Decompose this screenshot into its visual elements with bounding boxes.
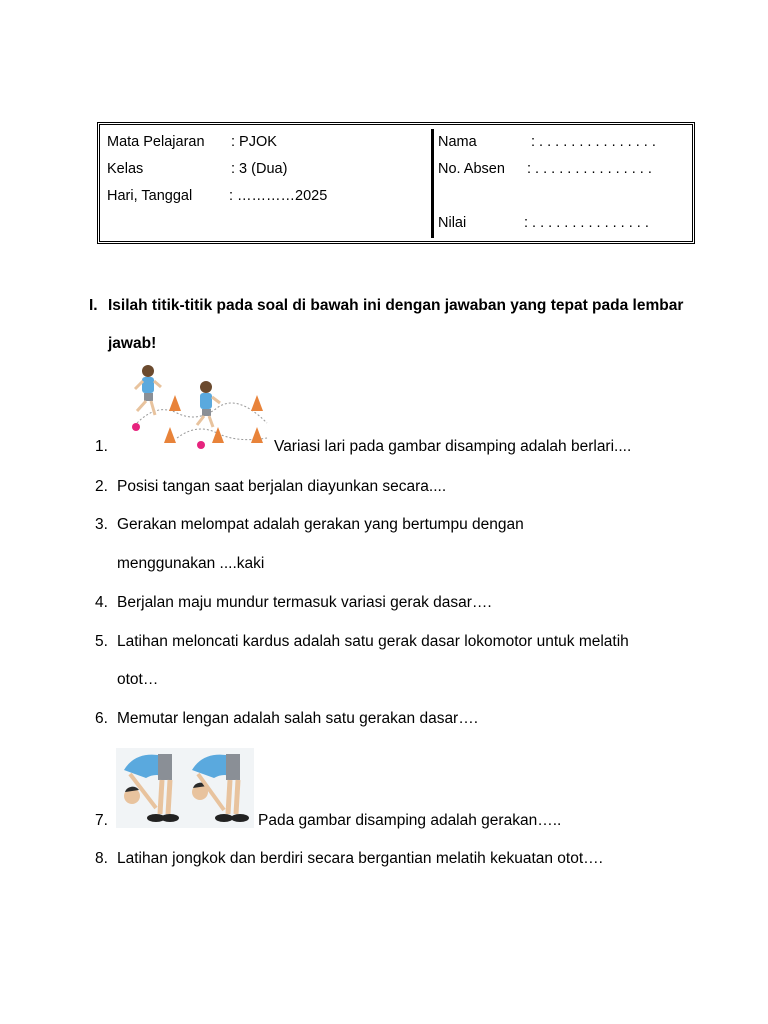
date-label: Hari, Tanggal — [107, 188, 193, 204]
absen-label: No. Absen — [438, 161, 505, 177]
zigzag-run-figure — [117, 363, 271, 455]
class-label: Kelas — [107, 161, 144, 177]
table-divider — [431, 129, 434, 238]
question-number: 5. — [95, 633, 108, 650]
score-field[interactable]: : . . . . . . . . . . . . . . . — [524, 215, 649, 231]
question-text: Variasi lari pada gambar disamping adalah berlari.... — [274, 438, 632, 455]
question-text: Memutar lengan adalah salah satu gerakan dasar…. — [117, 710, 479, 727]
forward-bend-figure — [116, 748, 254, 828]
question-number: 6. — [95, 710, 108, 727]
question-text-continued: menggunakan ....kaki — [117, 555, 265, 572]
question-text: Berjalan maju mundur termasuk variasi gerak dasar…. — [117, 594, 492, 611]
forward-bend-illustration — [116, 748, 254, 828]
instruction-text: Isilah titik-titik pada soal di bawah ini dengan jawaban yang tepat pada lembar jawab! — [108, 297, 684, 352]
question-text: Gerakan melompat adalah gerakan yang bertumpu dengan — [117, 516, 524, 533]
subject-value: : PJOK — [231, 134, 277, 150]
question-text-continued: otot… — [117, 671, 159, 688]
score-label: Nilai — [438, 215, 467, 231]
question-number: 8. — [95, 850, 108, 867]
question-text: Latihan jongkok dan berdiri secara bergantian melatih kekuatan otot…. — [117, 850, 603, 867]
question-number: 3. — [95, 516, 108, 533]
subject-label: Mata Pelajaran — [107, 134, 205, 150]
question-text: Pada gambar disamping adalah gerakan….. — [258, 812, 562, 829]
question-number: 1. — [95, 438, 108, 455]
identity-table — [97, 122, 695, 244]
name-field[interactable]: : . . . . . . . . . . . . . . . — [531, 134, 656, 150]
date-value: : …………2025 — [229, 188, 328, 204]
zigzag-run-illustration — [117, 363, 271, 455]
question-number: 7. — [95, 812, 108, 829]
question-number: 2. — [95, 478, 108, 495]
class-value: : 3 (Dua) — [231, 161, 288, 177]
question-text: Latihan meloncati kardus adalah satu gerak dasar lokomotor untuk melatih — [117, 633, 629, 650]
section-number: I. — [89, 297, 98, 314]
question-number: 4. — [95, 594, 108, 611]
name-label: Nama — [438, 134, 477, 150]
absen-field[interactable]: : . . . . . . . . . . . . . . . — [527, 161, 652, 177]
question-text: Posisi tangan saat berjalan diayunkan secara.... — [117, 478, 447, 495]
